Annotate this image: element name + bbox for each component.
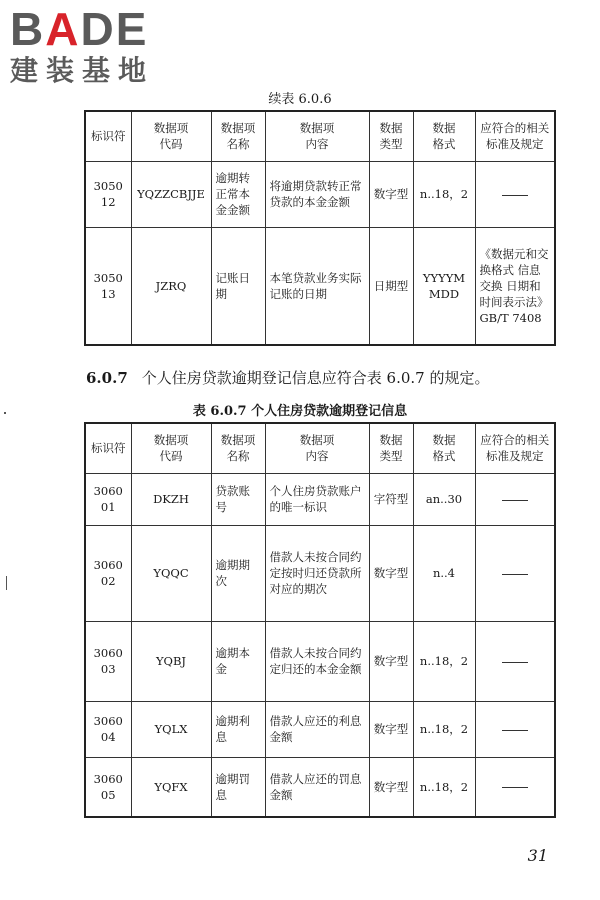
- type-cell: 数字型: [369, 701, 413, 757]
- column-header: 数据项 名称: [211, 111, 265, 161]
- identifier-cell: 306002: [85, 525, 131, 621]
- data-table-6-0-7: [84, 422, 556, 818]
- table-row: [85, 161, 555, 227]
- table-row: [85, 701, 555, 757]
- content-cell: 借款人未按合同约定按时归还贷款所对应的期次: [265, 525, 369, 621]
- column-header: 数据项 代码: [131, 111, 211, 161]
- dash-placeholder: [502, 195, 528, 196]
- format-cell: an..30: [413, 473, 475, 525]
- column-header: 数据 格式: [413, 111, 475, 161]
- table-row: [85, 757, 555, 817]
- standard-cell: 《数据元和交换格式 信息交换 日期和时间表示法》GB/T 7408: [475, 227, 555, 345]
- identifier-cell: 306003: [85, 621, 131, 701]
- logo-wordmark: BADE: [10, 3, 149, 55]
- section-heading: [86, 367, 489, 388]
- content-cell: 个人住房贷款账户的唯一标识: [265, 473, 369, 525]
- dash-placeholder: [502, 500, 528, 501]
- standard-cell: [475, 473, 555, 525]
- code-cell: JZRQ: [131, 227, 211, 345]
- content-cell: 借款人未按合同约定归还的本金金额: [265, 621, 369, 701]
- column-header: 标识符: [85, 423, 131, 473]
- column-header: 应符合的相关 标准及规定: [475, 423, 555, 473]
- code-cell: YQLX: [131, 701, 211, 757]
- column-header: 数据项 内容: [265, 423, 369, 473]
- column-header: 数据项 代码: [131, 423, 211, 473]
- dash-placeholder: [502, 787, 528, 788]
- margin-mark: [6, 576, 7, 590]
- format-cell: n..18，2: [413, 757, 475, 817]
- type-cell: 数字型: [369, 525, 413, 621]
- name-cell: 记账日期: [211, 227, 265, 345]
- logo-subtitle: 建装基地: [10, 54, 155, 87]
- column-header: 数据项 内容: [265, 111, 369, 161]
- name-cell: 逾期期次: [211, 525, 265, 621]
- name-cell: 逾期罚息: [211, 757, 265, 817]
- format-cell: n..18，2: [413, 161, 475, 227]
- table-row: [85, 227, 555, 345]
- standard-cell: [475, 757, 555, 817]
- publisher-logo: [10, 3, 190, 92]
- dash-placeholder: [502, 730, 528, 731]
- name-cell: 逾期本金: [211, 621, 265, 701]
- standard-cell: [475, 161, 555, 227]
- format-cell: YYYYMMDD: [413, 227, 475, 345]
- table-header-row: [85, 111, 555, 161]
- type-cell: 数字型: [369, 621, 413, 701]
- identifier-cell: 305012: [85, 161, 131, 227]
- identifier-cell: 306004: [85, 701, 131, 757]
- identifier-cell: 306005: [85, 757, 131, 817]
- type-cell: 字符型: [369, 473, 413, 525]
- name-cell: 逾期转正常本金金额: [211, 161, 265, 227]
- standard-cell: [475, 621, 555, 701]
- table-header-row: [85, 423, 555, 473]
- content-cell: 将逾期贷款转正常贷款的本金金额: [265, 161, 369, 227]
- table-row: [85, 473, 555, 525]
- content-cell: 借款人应还的罚息金额: [265, 757, 369, 817]
- page-number: 31: [527, 846, 548, 865]
- table-row: [85, 525, 555, 621]
- identifier-cell: 306001: [85, 473, 131, 525]
- column-header: 应符合的相关 标准及规定: [475, 111, 555, 161]
- dash-placeholder: [502, 662, 528, 663]
- name-cell: 逾期利息: [211, 701, 265, 757]
- code-cell: YQFX: [131, 757, 211, 817]
- table-row: [85, 621, 555, 701]
- column-header: 数据 类型: [369, 423, 413, 473]
- code-cell: YQZZCBJJE: [131, 161, 211, 227]
- section-number: 6.0.7: [86, 369, 128, 387]
- column-header: 数据 格式: [413, 423, 475, 473]
- code-cell: DKZH: [131, 473, 211, 525]
- identifier-cell: 305013: [85, 227, 131, 345]
- table-caption: 表 6.0.7 个人住房贷款逾期登记信息: [192, 404, 408, 419]
- code-cell: YQQC: [131, 525, 211, 621]
- standard-cell: [475, 701, 555, 757]
- type-cell: 数字型: [369, 757, 413, 817]
- type-cell: 数字型: [369, 161, 413, 227]
- format-cell: n..18，2: [413, 621, 475, 701]
- code-cell: YQBJ: [131, 621, 211, 701]
- type-cell: 日期型: [369, 227, 413, 345]
- column-header: 数据项 名称: [211, 423, 265, 473]
- table-caption-continued: 续表 6.0.6: [268, 92, 332, 107]
- content-cell: 借款人应还的利息金额: [265, 701, 369, 757]
- content-cell: 本笔贷款业务实际记账的日期: [265, 227, 369, 345]
- dash-placeholder: [502, 574, 528, 575]
- format-cell: n..18，2: [413, 701, 475, 757]
- margin-mark: [4, 412, 6, 414]
- format-cell: n..4: [413, 525, 475, 621]
- data-table-6-0-6: [84, 110, 556, 346]
- column-header: 数据 类型: [369, 111, 413, 161]
- standard-cell: [475, 525, 555, 621]
- section-text: 个人住房贷款逾期登记信息应符合表 6.0.7 的规定。: [141, 369, 490, 387]
- name-cell: 贷款账号: [211, 473, 265, 525]
- column-header: 标识符: [85, 111, 131, 161]
